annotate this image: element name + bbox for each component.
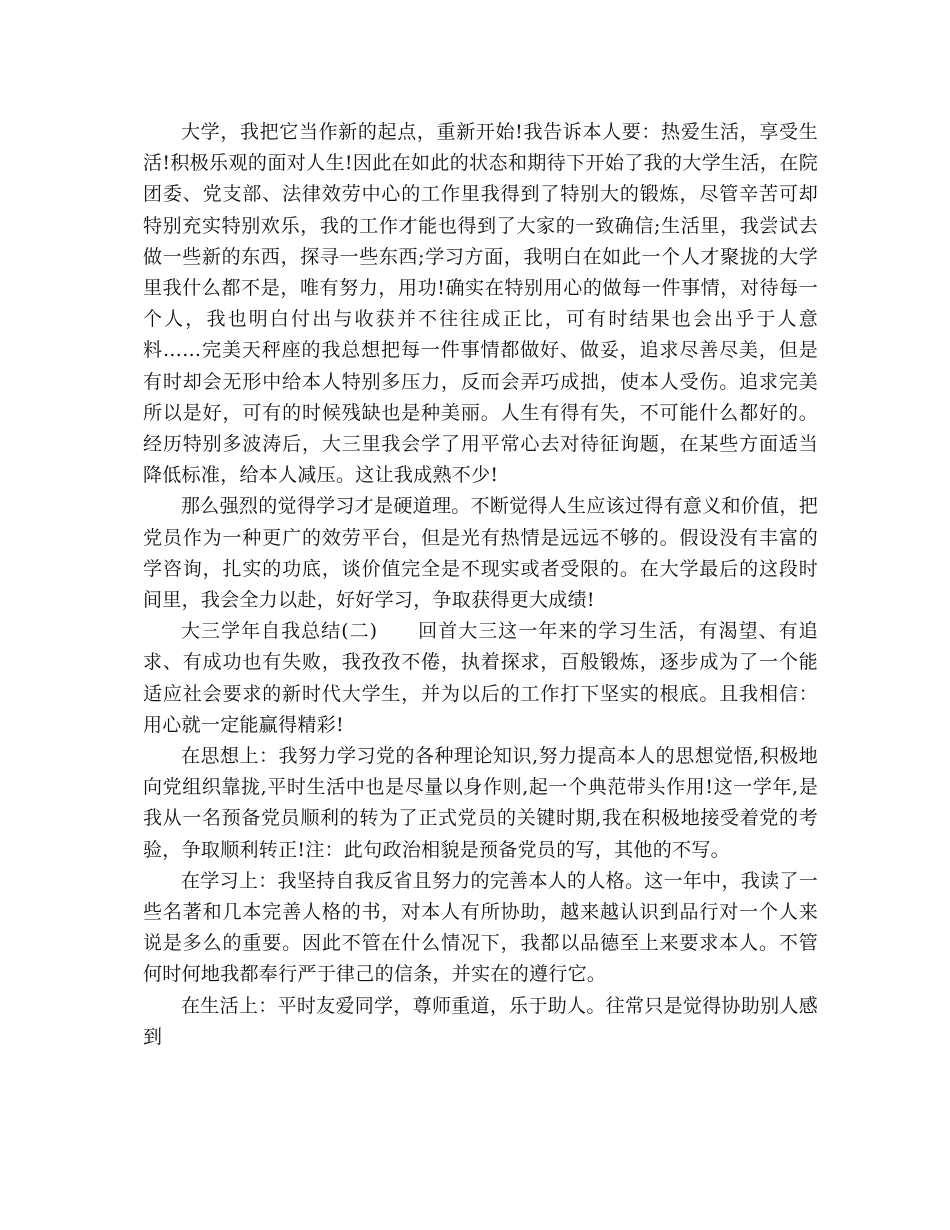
- paragraph-university-start: 大学，我把它当作新的起点，重新开始!我告诉本人要：热爱生活，享受生活!积极乐观的面对人生!因此在如此的状态和期待下开始了我的大学生活，在院团委、党支部、法律效劳中心的工作里我得到了特别大的锻炼，尽管辛苦可却特别充实特别欢乐，我的工作才能也得到了大家的一致确信;生活里，我尝试去做一些新的东西，探寻一些东西;学习方面，我明白在如此一个人才聚拢的大学里我什么都不是，唯有努力，用功!确实在特别用心的做每一件事情，对待每一个人，我也明白付出与收获并不往往成正比，可有时结果也会出乎于人意料……完美天秤座的我总想把每一件事情都做好、做妥，追求尽善尽美，但是有时却会无形中给本人特别多压力，反而会弄巧成拙，使本人受伤。追求完美所以是好，可有的时候残缺也是种美丽。人生有得有失，不可能什么都好的。经历特别多波涛后，大三里我会学了用平常心去对待征询题，在某些方面适当降低标准，给本人减压。这让我成熟不少!: [143, 121, 818, 487]
- document-page: [143, 117, 818, 1053]
- paragraph-life: 在生活上：平时友爱同学，尊师重道，乐于助人。往常只是觉得协助别人感到: [143, 994, 818, 1048]
- paragraph-study-importance: 那么强烈的觉得学习才是硬道理。不断觉得人生应该过得有意义和价值，把党员作为一种更广的效劳平台，但是光有热情是远远不够的。假设没有丰富的学咨询，扎实的功底，谈价值完全是不现实或者受限的。在大学最后的这段时间里，我会全力以赴，好好学习，争取获得更大成绩!: [143, 495, 818, 612]
- paragraph-thought: 在思想上：我努力学习党的各种理论知识,努力提高本人的思想觉悟,积极地向党组织靠拢,平时生活中也是尽量以身作则,起一个典范带头作用!这一学年,是我从一名预备党员顺利的转为了正式党员的关键时期,我在积极地接受着党的考验，争取顺利转正!注：此句政治相貌是预备党员的写，其他的不写。: [143, 745, 818, 861]
- paragraph-summary-two: [143, 616, 818, 741]
- section-gap: [377, 620, 418, 642]
- section-body: 回首大三这一年来的学习生活，有渴望、有追求、有成功也有失败，我孜孜不倦，执着探求，百般锻炼，逐步成为了一个能适应社会要求的新时代大学生，并为以后的工作打下坚实的根底。且我相信：用心就一定能赢得精彩!: [143, 620, 818, 736]
- section-heading: 大三学年自我总结(二): [181, 620, 378, 643]
- paragraph-learning: 在学习上：我坚持自我反省且努力的完善本人的人格。这一年中，我读了一些名著和几本完善人格的书，对本人有所协助，越来越认识到品行对一个人来说是多么的重要。因此不管在什么情况下，我都以品德至上来要求本人。不管何时何地我都奉行严于律己的信条，并实在的遵行它。: [143, 869, 818, 986]
